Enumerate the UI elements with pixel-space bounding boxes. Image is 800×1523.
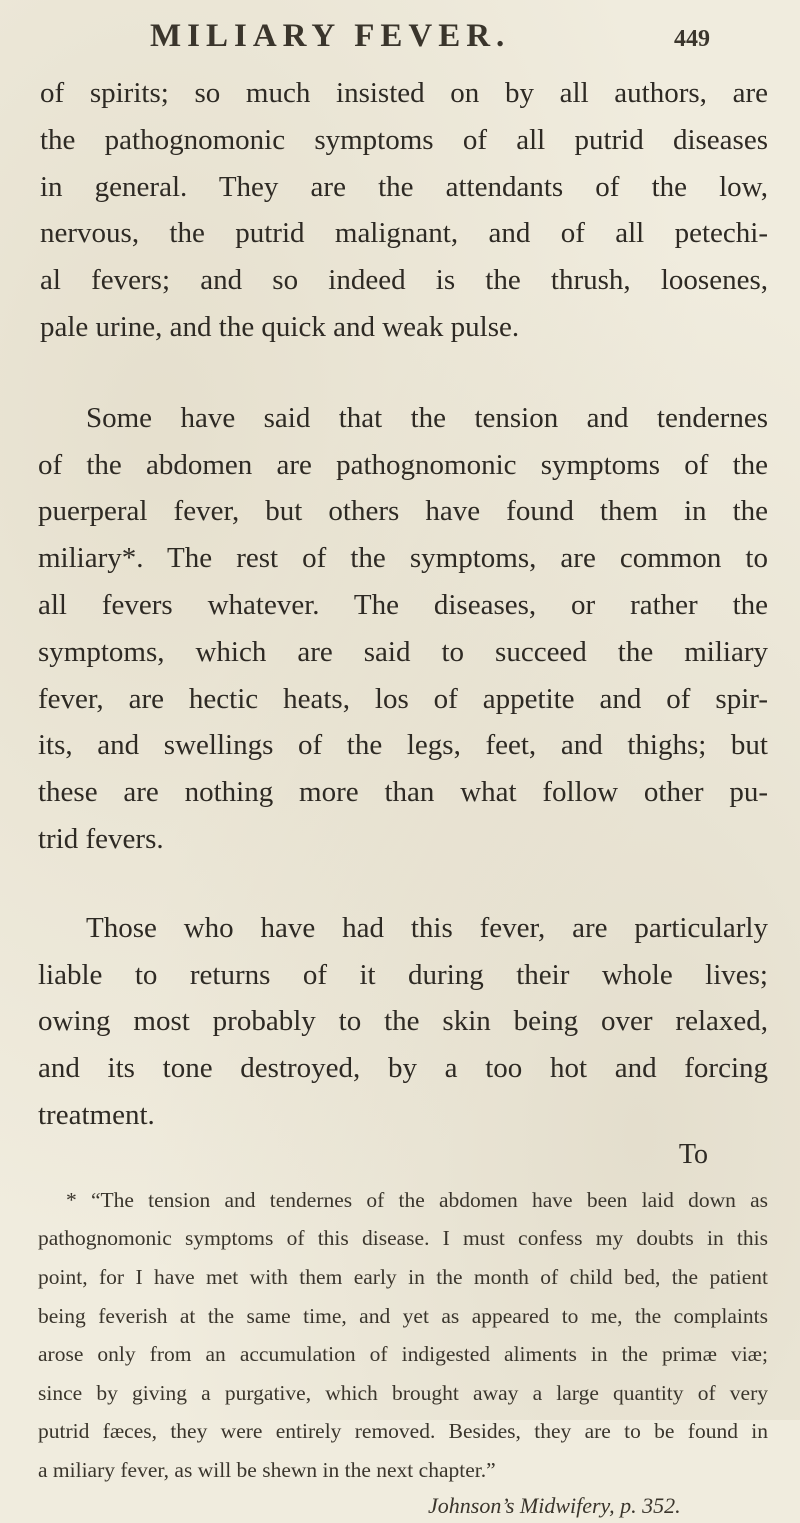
running-title: MILIARY FEVER. <box>150 18 511 54</box>
text-line: owing most probably to the skin being over relaxed, <box>38 1005 768 1038</box>
text-line: puerperal fever, but others have found them in the <box>38 495 768 528</box>
footnote-line: since by giving a purgative, which brought away a large quantity of very <box>38 1380 768 1405</box>
text-line: of the abdomen are pathognomonic symptoms of the <box>38 448 768 481</box>
footnote <box>38 1181 768 1523</box>
text-line: pale urine, and the quick and weak pulse. <box>40 310 520 343</box>
text-line: nervous, the putrid malignant, and of all petechi- <box>40 217 768 250</box>
text-line: Some have said that the tension and tendernes <box>86 401 768 434</box>
text-line: treatment. <box>38 1098 155 1131</box>
footnote-line: being feverish at the same time, and yet as appeared to me, the complaints <box>38 1303 768 1328</box>
text-line: all fevers whatever. The diseases, or rather the <box>38 588 768 621</box>
footnote-line: * “The tension and tendernes of the abdomen have been laid down as <box>66 1187 768 1212</box>
text-line: trid fevers. <box>38 822 164 855</box>
footnote-line: pathognomonic symptoms of this disease. I must confess my doubts in this <box>38 1226 768 1251</box>
running-head <box>150 18 710 64</box>
footnote-citation: Johnson’s Midwifery, p. 352. <box>428 1493 681 1519</box>
text-line: in general. They are the attendants of the low, <box>40 170 768 203</box>
text-line: symptoms, which are said to succeed the miliary <box>38 635 768 668</box>
footnote-line: point, for I have met with them early in the month of child bed, the patient <box>38 1264 768 1289</box>
paragraph <box>38 395 768 863</box>
text-line: its, and swellings of the legs, feet, and thighs; but <box>38 729 768 762</box>
text-line: the pathognomonic symptoms of all putrid diseases <box>40 123 768 156</box>
text-line: liable to returns of it during their whole lives; <box>38 958 768 991</box>
text-line: fever, are hectic heats, los of appetite and of spir- <box>38 682 768 715</box>
text-line: and its tone destroyed, by a too hot and forcing <box>38 1052 768 1085</box>
catchword: To <box>678 1138 708 1170</box>
footnote-line: a miliary fever, as will be shewn in the next chapter.” <box>38 1457 496 1482</box>
paragraph <box>38 905 768 1139</box>
footnote-line: arose only from an accumulation of indigested aliments in the primæ viæ; <box>38 1342 768 1367</box>
main-text <box>38 70 768 1523</box>
page-number: 449 <box>674 26 710 52</box>
text-line: miliary*. The rest of the symptoms, are common to <box>38 542 768 575</box>
paragraph <box>38 70 768 351</box>
text-line: of spirits; so much insisted on by all authors, are <box>40 77 768 109</box>
text-line: al fevers; and so indeed is the thrush, loosenes, <box>40 264 768 297</box>
text-line: Those who have had this fever, are particularly <box>86 911 768 944</box>
text-line: these are nothing more than what follow other pu- <box>38 776 768 809</box>
footnote-line: putrid fæces, they were entirely removed. Besides, they are to be found in <box>38 1419 768 1444</box>
